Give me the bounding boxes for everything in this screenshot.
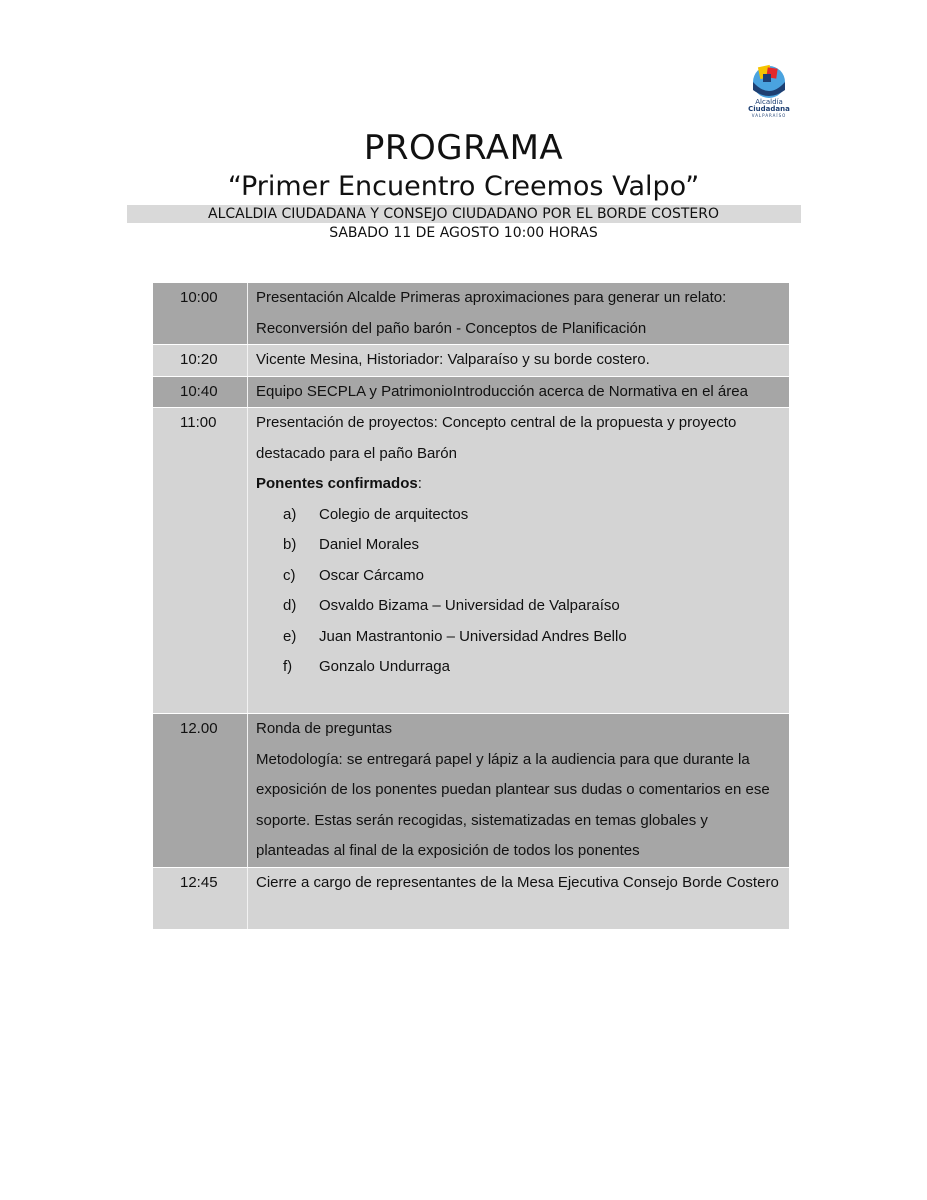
speaker-item: [256, 591, 789, 622]
logo-text-line2: Ciudadana: [748, 105, 790, 113]
program-content: [248, 283, 789, 344]
speakers-label: Ponentes confirmados: [256, 475, 418, 492]
program-line: soporte. Estas serán recogidas, sistematizadas en temas globales y: [256, 811, 708, 829]
speaker-letter: b): [283, 536, 297, 553]
speaker-letter: d): [283, 597, 297, 614]
program-line: Presentación de proyectos: Concepto central de la propuesta y proyecto: [256, 414, 737, 431]
program-line: planteadas al final de la exposición de todos los ponentes: [256, 842, 640, 859]
program-content: [248, 377, 789, 408]
speaker-letter: f): [283, 658, 293, 675]
speaker-name: Gonzalo Undurraga: [319, 658, 450, 675]
speaker-item: [256, 652, 789, 683]
speaker-item: [256, 622, 789, 653]
logo-text-line1: Alcaldía: [755, 98, 783, 106]
speaker-item: [256, 561, 789, 592]
program-line: Equipo SECPLA y PatrimonioIntroducción acerca de Normativa en el área: [256, 382, 748, 400]
speaker-name: Colegio de arquitectos: [319, 505, 469, 523]
program-content: [248, 868, 789, 929]
organizers-line: ALCALDIA CIUDADANA Y CONSEJO CIUDADANO POR EL BORDE COSTERO: [208, 206, 719, 222]
speaker-item: [256, 500, 789, 531]
speaker-name: Juan Mastrantonio – Universidad Andres Bello: [319, 627, 627, 645]
program-line: Presentación Alcalde Primeras aproximaciones para generar un relato:: [256, 289, 727, 306]
program-row: [153, 408, 789, 714]
program-line: Ronda de preguntas: [256, 720, 392, 737]
empty-line: [256, 898, 789, 929]
program-time: 12:45: [153, 868, 248, 929]
date-line: SABADO 11 DE AGOSTO 10:00 HORAS: [329, 225, 598, 241]
program-line: destacado para el paño Barón: [256, 444, 457, 462]
program-row: [153, 283, 789, 345]
speakers-colon: :: [417, 475, 422, 492]
program-row: [153, 377, 789, 409]
program-line: Reconversión del paño barón - Conceptos de Planificación: [256, 319, 647, 337]
program-time: 11:00: [153, 408, 248, 713]
program-content: [248, 408, 789, 713]
speaker-name: Osvaldo Bizama – Universidad de Valparaíso: [319, 597, 620, 614]
program-line: Vicente Mesina, Historiador: Valparaíso y su borde costero.: [256, 351, 650, 368]
speakers-heading: [256, 469, 789, 500]
speaker-letter: a): [283, 505, 297, 523]
program-time: 12.00: [153, 714, 248, 867]
page-title: PROGRAMA: [363, 128, 564, 168]
program-line: Metodología: se entregará papel y lápiz a la audiencia para que durante la: [256, 750, 750, 768]
program-content: [248, 714, 789, 867]
program-table: [153, 283, 789, 930]
speaker-name: Daniel Morales: [319, 536, 420, 553]
program-line: exposición de los ponentes puedan plantear sus dudas o comentarios en ese: [256, 781, 770, 798]
program-time: 10:00: [153, 283, 248, 344]
speaker-name: Oscar Cárcamo: [319, 566, 425, 584]
empty-line: [256, 683, 789, 714]
program-line: Cierre a cargo de representantes de la Mesa Ejecutiva Consejo Borde Costero: [256, 873, 779, 891]
program-time: 10:40: [153, 377, 248, 408]
program-row: [153, 868, 789, 930]
program-row: [153, 714, 789, 868]
alcaldia-ciudadana-logo: [745, 60, 793, 120]
speaker-letter: e): [283, 627, 297, 645]
logo-mark: [745, 60, 793, 100]
program-row: [153, 345, 789, 377]
speaker-item: [256, 530, 789, 561]
event-subtitle: “Primer Encuentro Creemos Valpo”: [227, 171, 700, 202]
speaker-letter: c): [283, 566, 296, 584]
program-time: 10:20: [153, 345, 248, 376]
logo-text-line3: VALPARAÍSO: [751, 113, 787, 118]
program-content: [248, 345, 789, 376]
